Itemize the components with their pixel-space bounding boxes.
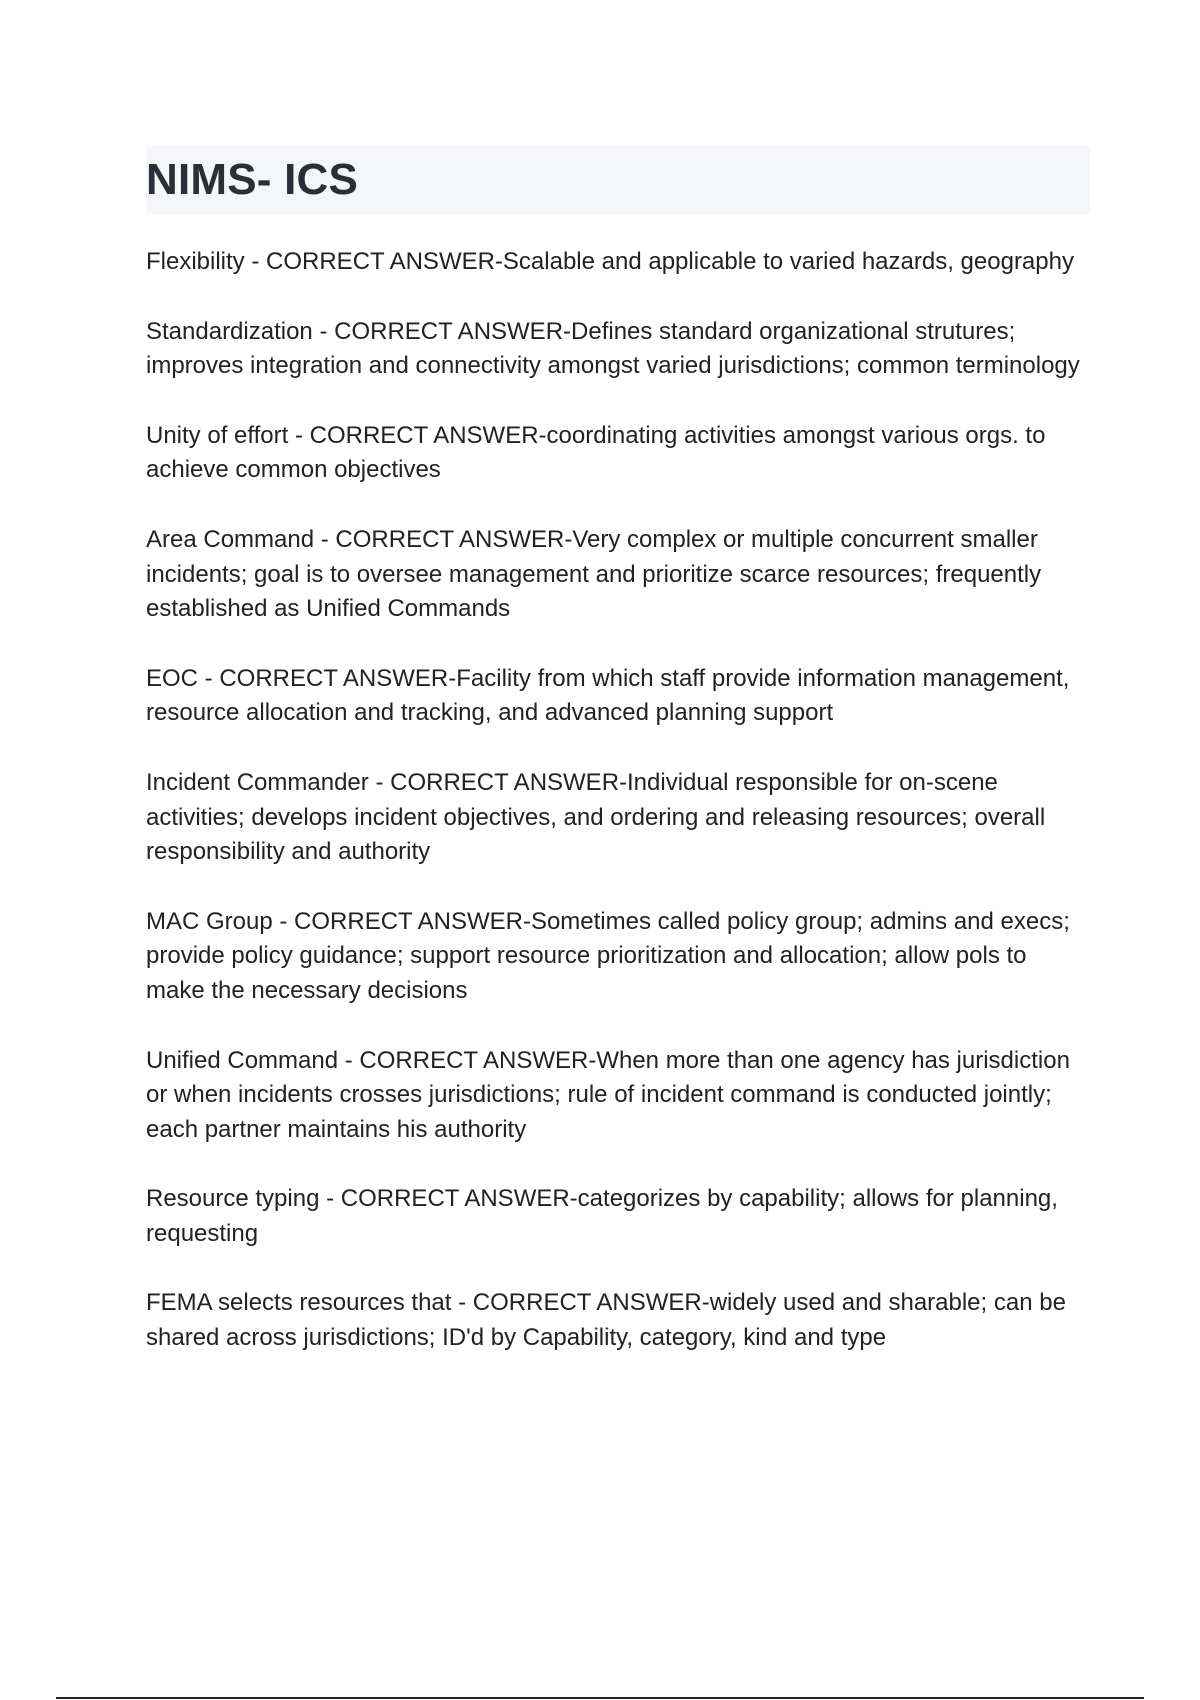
entry-term: FEMA selects resources that [146, 1289, 452, 1317]
flashcard-entry [146, 523, 1090, 627]
entry-term: Incident Commander [146, 768, 369, 796]
entry-answer: Individual responsible for on-scene activities; develops incident objectives, and ordering and releasing resources; overall responsibility and authority [146, 768, 1046, 866]
entry-separator: - CORRECT ANSWER- [451, 1289, 710, 1317]
title-banner [146, 146, 1090, 214]
footer-divider [56, 1697, 1144, 1699]
entry-term: Area Command [146, 525, 315, 553]
entry-answer: Defines standard organizational strutures; improves integration and connectivity amongst varied jurisdictions; common terminology [146, 317, 1080, 380]
page-title: NIMS- ICS [146, 155, 359, 204]
entry-term: Resource typing [146, 1185, 320, 1213]
entry-separator: - CORRECT ANSWER- [272, 907, 531, 935]
entry-answer: When more than one agency has jurisdiction or when incidents crosses jurisdictions; rule of incident command is conducted jointly; each partner maintains his authority [146, 1046, 1070, 1143]
entry-separator: - CORRECT ANSWER- [314, 525, 573, 553]
entry-separator: - CORRECT ANSWER- [312, 317, 572, 345]
entry-answer: Sometimes called policy group; admins and execs; provide policy guidance; support resource prioritization and allocation; allow pols to make the necessary decisions [146, 907, 1070, 1004]
entry-answer: Facility from which staff provide information management, resource allocation and tracking, and advanced planning support [146, 664, 1070, 727]
entry-answer: Very complex or multiple concurrent smaller incidents; goal is to oversee management and prioritize scarce resources; frequently established as Unified Commands [146, 525, 1042, 623]
entry-answer: Scalable and applicable to varied hazards, geography [502, 248, 1074, 275]
entry-term: Unified Command [146, 1046, 339, 1074]
flashcard-entry [146, 1044, 1090, 1148]
entry-answer: coordinating activities amongst various orgs. to achieve common objectives [146, 421, 1046, 484]
flashcard-entry [146, 245, 1090, 280]
entry-separator: - CORRECT ANSWER- [338, 1046, 597, 1074]
flashcard-entry [146, 766, 1090, 870]
flashcard-entry [146, 1182, 1090, 1251]
flashcard-entry [146, 1286, 1090, 1355]
entry-answer: categorizes by capability; allows for planning, requesting [146, 1185, 1058, 1247]
entry-term: Standardization [146, 317, 313, 345]
flashcard-list [146, 245, 1090, 1391]
flashcard-entry [146, 662, 1090, 731]
entry-separator: - CORRECT ANSWER- [368, 768, 628, 796]
entry-term: Flexibility [146, 248, 245, 275]
flashcard-entry [146, 315, 1090, 384]
entry-separator: - CORRECT ANSWER- [198, 664, 457, 692]
flashcard-entry [146, 905, 1090, 1009]
entry-separator: - CORRECT ANSWER- [288, 421, 547, 449]
entry-term: Unity of effort [146, 421, 289, 449]
entry-term: EOC [146, 664, 199, 692]
entry-separator: - CORRECT ANSWER- [319, 1185, 578, 1213]
flashcard-entry [146, 419, 1090, 488]
entry-answer: widely used and sharable; can be shared across jurisdictions; ID'd by Capability, category, kind and type [146, 1289, 1066, 1352]
entry-separator: - CORRECT ANSWER- [244, 248, 503, 275]
entry-term: MAC Group [146, 907, 273, 935]
